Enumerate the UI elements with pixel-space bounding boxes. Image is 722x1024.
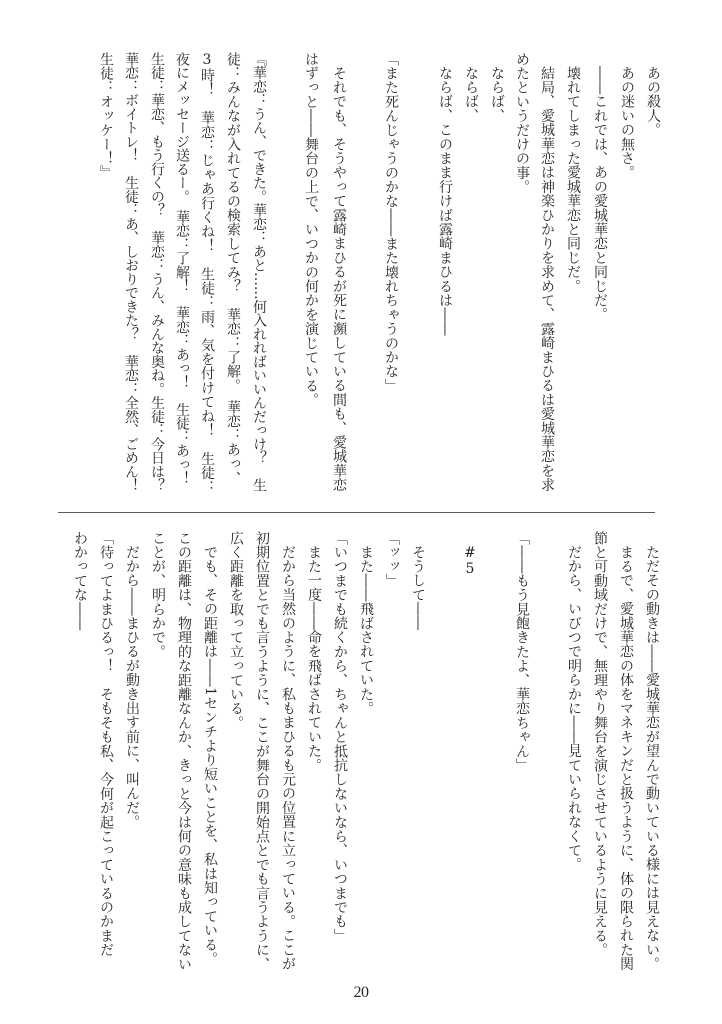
text-column: それでも、そうやって露崎まひるが死に瀕している間も、愛城華恋 [331,66,347,492]
dialogue-column: 「いつまでも続くから、ちゃんと抵抗しないなら、いつまでも」 [332,531,348,943]
text-column: だから――まひるが動き出す前に、叫んだ。 [124,545,140,829]
text-column: ならば、 [489,66,505,123]
dialogue-column: 「――もう見飽きたよ、華恋ちゃん」 [514,531,530,773]
text-column: また――飛ばされていた。 [358,545,374,716]
chat-log-column: 華恋：ボイトレ！ 生徒：あ、しおりできた？ 華恋：全然、ごめん！ [123,52,139,492]
dialogue-column: 「また死んじゃうのかな――また壊れちゃうのかな」 [383,52,399,393]
text-column: ことが、明らかで。 [150,531,166,659]
dialogue-column: 「ッッ」 [384,531,400,588]
text-column: だから、いびつで明らかに――見ていられなくて。 [566,545,582,872]
text-column: 壊れてしまった愛城華恋と同じだ。 [565,66,581,294]
text-column: あの迷いの無さ。 [619,66,635,180]
text-column: あの殺人。 [645,66,661,137]
chat-log-column: 生徒：オッケー！』 [98,52,114,180]
chapter-heading: #5 [462,545,478,578]
text-column: めたというだけの事。 [514,52,530,194]
text-column: また一度――命を飛ばされていた。 [306,545,322,773]
text-column: ――これでは、あの愛城華恋と同じだ。 [592,66,608,322]
text-column: ただその動きは――愛城華恋が望んで動いている様には見えない。 [644,545,660,971]
text-column: ならば、 [463,66,479,123]
chat-log-column: 3時！ 華恋：じゃあ行くね！ 生徒：雨、気を付けてね！ 生徒： [199,52,215,495]
dialogue-column: 「待ってよまひるっ！ そもそも私、今何が起こっているのかまだ [98,531,114,957]
text-column: でも、その距離は――1センチより短いことを、私は知っている。 [202,545,218,966]
text-column: 節と可動域だけで、無理やり舞台を演じさせているように見える。 [592,531,608,957]
page-number: 20 [353,984,369,1001]
text-column: この距離は、物理的な距離なんか、きっと今は何の意味も成してない [176,531,192,972]
chat-log-column: 生徒：華恋、もう行くの？ 華恋：うん、みんな奥ね。生徒：今日は？ [149,52,165,492]
text-column: 結局、愛城華恋は神楽ひかりを求めて、露崎まひるは愛城華恋を求 [539,66,555,492]
chat-log-column: 夜にメッセージ送るー。 華恋：了解！ 華恋：あっ！ 生徒：あっ！ [174,52,190,485]
text-column: はずっと――舞台の上で、いつかの何かを演じている。 [303,52,319,407]
chat-log-column: 徒：みんなが入れてるの検索してみ？ 華恋：了解。 華恋：あっ、 [225,52,241,486]
text-column: 広く距離を取って立っている。 [228,531,244,730]
dialogue-column: わかってな―― [72,531,88,631]
chat-log-column: 『華恋：うん、できた。華恋：あと……何入れればいいんだっけ？ 生 [251,52,267,492]
section-divider [58,512,655,513]
text-column: だから当然のように、私もまひるも元の位置に立っている。ここが [280,545,296,971]
text-column: ならば、このまま行けば露崎まひるは―― [437,66,453,336]
text-column: まるで、愛城華恋の体をマネキンだと扱うように、体の限られた関 [618,545,634,971]
text-column: そうして―― [410,545,426,631]
text-column: 初期位置とでも言うように、ここが舞台の開始点とでも言うように、 [254,531,270,972]
